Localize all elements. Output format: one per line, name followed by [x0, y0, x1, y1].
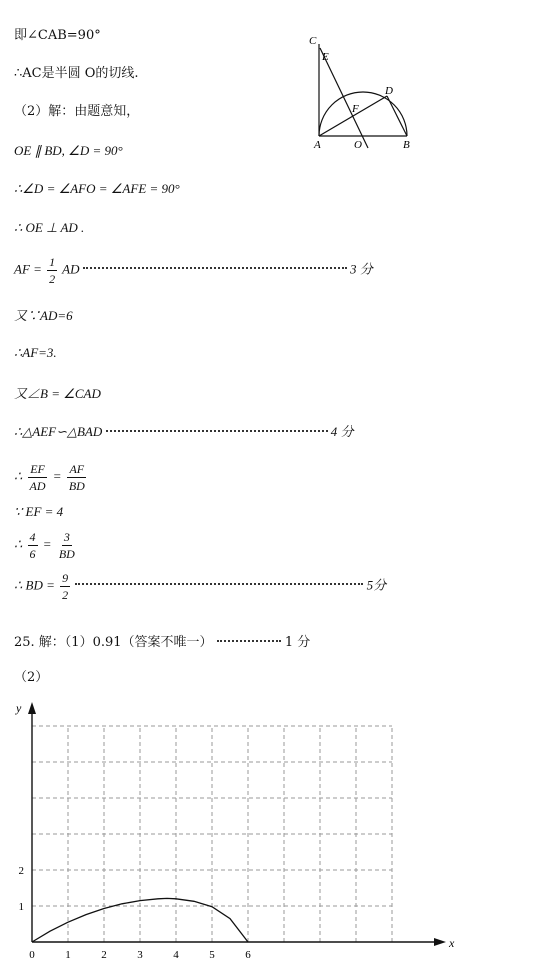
equals-sign: =	[52, 468, 62, 484]
label-f: F	[352, 103, 359, 115]
score-1: 1 分	[284, 635, 311, 650]
fraction-denominator: 2	[49, 272, 56, 286]
ratio-ef-ad	[28, 461, 48, 494]
label-b: B	[403, 139, 410, 151]
label-e: E	[322, 51, 329, 63]
line-15	[14, 570, 386, 603]
fraction-numerator: 9	[62, 571, 69, 585]
x-tick-label: 6	[245, 949, 251, 961]
ratio-3-bd	[57, 529, 77, 562]
x-tick-label: 4	[173, 949, 179, 961]
fraction-denominator: BD	[58, 547, 75, 561]
fraction-denominator: 6	[29, 547, 36, 561]
therefore-symbol: ∴	[14, 536, 23, 552]
fraction-numerator: AF	[69, 462, 85, 476]
geometry-figure	[300, 32, 430, 152]
chord-bd	[387, 96, 407, 136]
y-axis-arrow	[28, 702, 36, 714]
dotted-leader	[83, 267, 347, 269]
fraction-numerator: 3	[63, 530, 70, 544]
bd-result-label: ∴ BD =	[14, 577, 55, 593]
x-tick-label: 1	[65, 949, 71, 961]
line-2: ∴AC是半圆 O的切线.	[14, 66, 139, 81]
label-a: A	[314, 139, 321, 151]
x-tick-label: 0	[29, 949, 35, 961]
line-4: OE ∥ BD, ∠D = 90°	[14, 143, 123, 158]
line-7	[14, 254, 373, 287]
line-10: 又∠B = ∠CAD	[14, 386, 101, 401]
semicircle-arc	[319, 92, 407, 136]
line-1: 即∠CAB=90°	[14, 28, 101, 43]
x-axis-label: x	[449, 936, 455, 950]
therefore-symbol: ∴	[14, 468, 23, 484]
dotted-leader	[75, 583, 363, 585]
half-fraction	[47, 254, 57, 287]
fraction-denominator: 2	[62, 588, 69, 602]
ratio-af-bd	[67, 461, 87, 494]
label-o: O	[354, 139, 362, 151]
nine-halves	[60, 570, 70, 603]
function-chart	[0, 684, 552, 974]
ad-label: AD	[62, 261, 80, 277]
ratio-4-6	[28, 529, 38, 562]
y-axis-label: y	[16, 701, 22, 715]
x-axis-arrow	[434, 938, 446, 946]
q25-answer: 25. 解：（1）0.91（答案不唯一）	[14, 635, 213, 650]
line-9: ∴AF=3.	[14, 345, 57, 360]
x-tick-label: 5	[209, 949, 215, 961]
equals-sign: =	[42, 536, 52, 552]
line-8: 又∵AD=6	[14, 308, 73, 323]
fraction-denominator: BD	[68, 479, 85, 493]
similar-triangles: ∴△AEF∽△BAD	[14, 424, 103, 439]
fraction-numerator: 1	[49, 255, 56, 269]
fraction-numerator: EF	[30, 462, 45, 476]
score-3: 3 分	[350, 261, 373, 277]
label-c: C	[309, 35, 317, 47]
score-4: 4 分	[330, 424, 354, 439]
y-tick-label: 2	[18, 865, 24, 877]
line-13: ∵ EF = 4	[14, 504, 64, 519]
fraction-denominator: AD	[29, 479, 46, 493]
line-16	[14, 631, 310, 650]
line-3: （2）解：由题意知，	[14, 104, 140, 119]
dotted-leader	[106, 430, 328, 432]
line-11	[14, 421, 354, 440]
x-tick-label: 2	[101, 949, 107, 961]
fraction-numerator: 4	[29, 530, 36, 544]
label-d: D	[385, 85, 393, 97]
y-tick-label: 1	[18, 901, 24, 913]
chord-ad	[319, 96, 387, 136]
line-17: （2）	[14, 670, 49, 685]
line-12	[14, 461, 89, 494]
line-14	[14, 529, 79, 562]
score-5: 5分	[366, 577, 387, 593]
line-5: ∴∠D = ∠AFO = ∠AFE = 90°	[14, 181, 180, 196]
dotted-leader	[217, 640, 281, 642]
af-label: AF =	[14, 261, 42, 277]
line-oe	[320, 48, 368, 148]
x-tick-label: 3	[137, 949, 143, 961]
line-6: ∴ OE ⊥ AD .	[14, 220, 85, 235]
